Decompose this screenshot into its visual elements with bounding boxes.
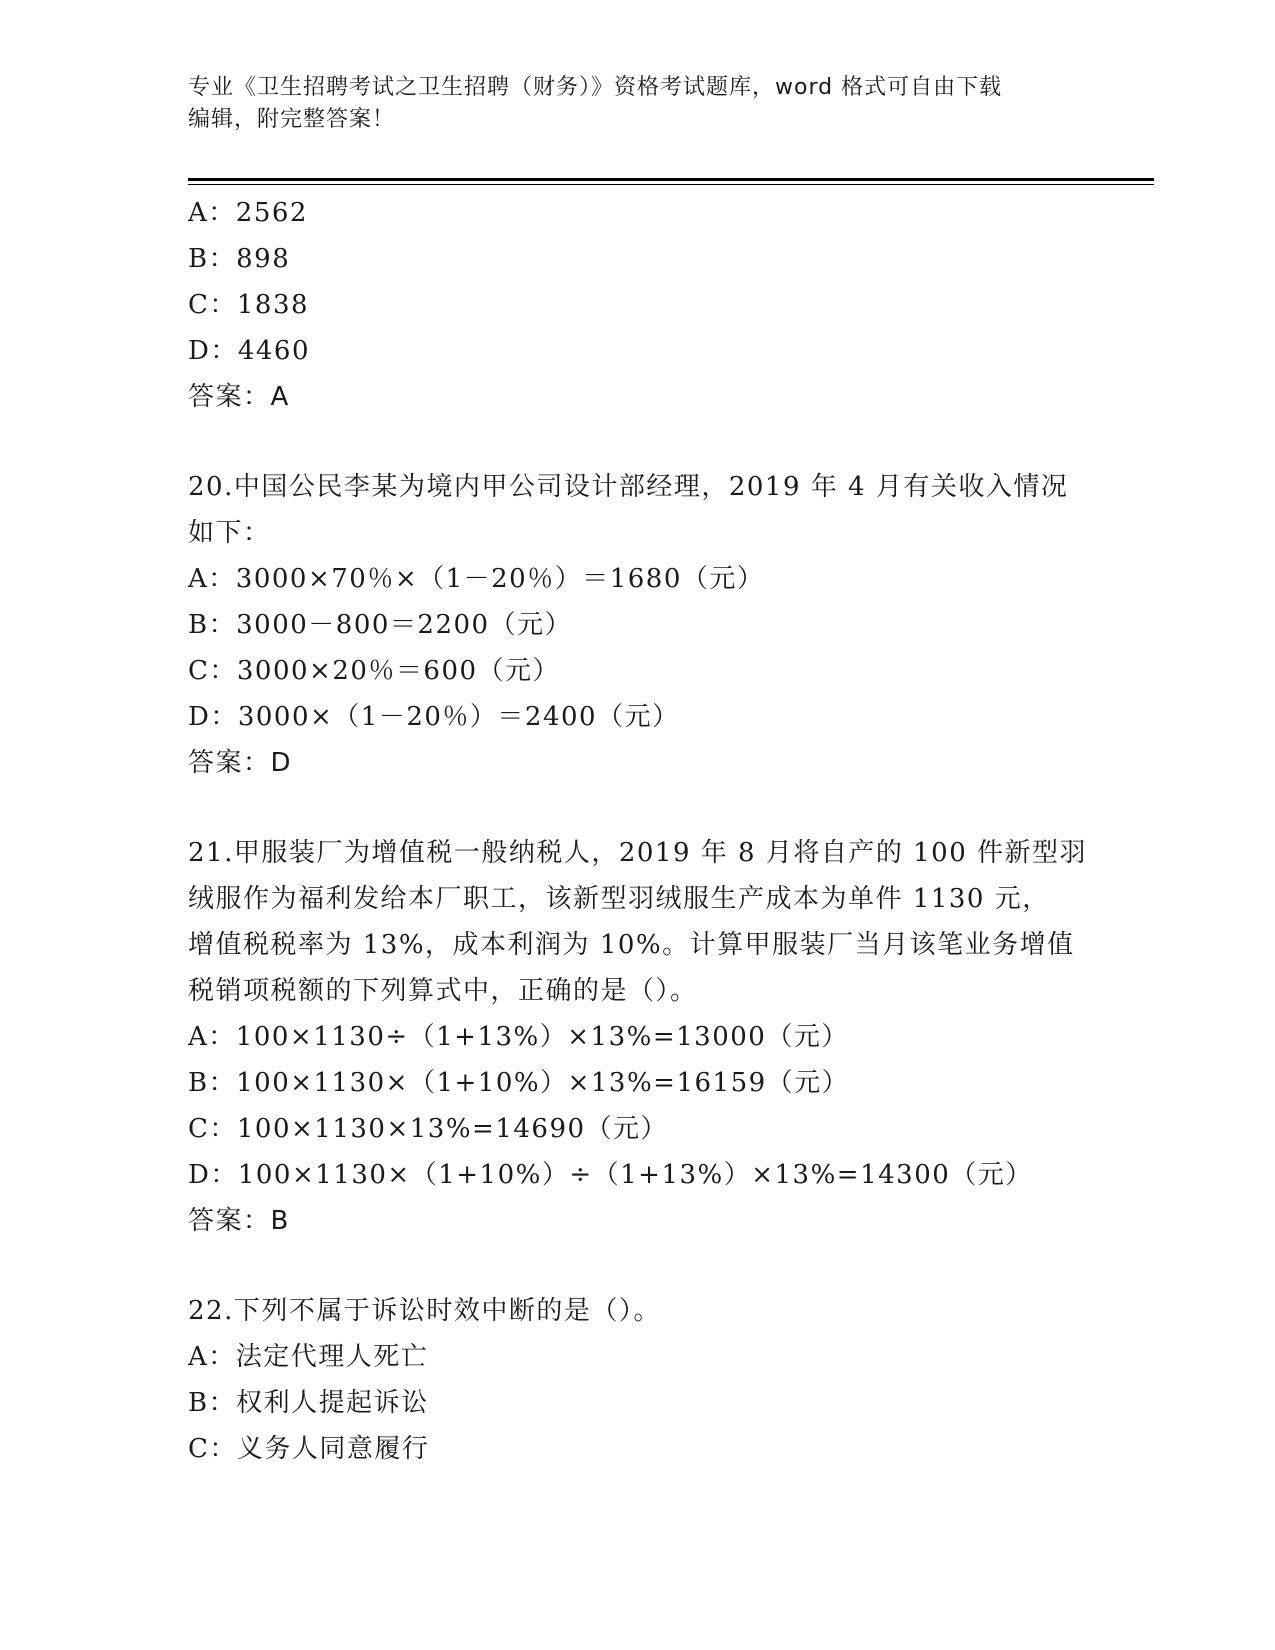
- question-21: [188, 830, 1088, 1244]
- q19-option-c: C：1838: [188, 290, 310, 320]
- q19-option-a: A：2562: [188, 198, 308, 228]
- q21-answer: 答案：B: [188, 1206, 290, 1236]
- header-divider-thick: [188, 178, 1154, 181]
- q20-option-c: C：3000×20％＝600（元）: [188, 656, 561, 686]
- question-22: [188, 1288, 1088, 1472]
- question-spacer: [188, 1244, 1088, 1288]
- q20-stem-line-2: 如下：: [188, 518, 271, 548]
- header-line-1: 专业《卫生招聘考试之卫生招聘（财务）》资格考试题库，word 格式可自由下载: [188, 75, 1003, 100]
- q21-option-b: B：100×1130×（1+10%）×13%=16159（元）: [188, 1068, 850, 1098]
- q22-option-c: C：义务人同意履行: [188, 1434, 430, 1464]
- question-spacer: [188, 420, 1088, 464]
- q21-option-c: C：100×1130×13%=14690（元）: [188, 1114, 669, 1144]
- q21-stem-line-2: 绒服作为福利发给本厂职工，该新型羽绒服生产成本为单件 1130 元，: [188, 884, 1050, 914]
- header-divider-thin: [188, 184, 1154, 185]
- q20-answer: 答案：D: [188, 748, 293, 778]
- question-spacer: [188, 786, 1088, 830]
- q21-option-a: A：100×1130÷（1+13%）×13%=13000（元）: [188, 1022, 849, 1052]
- q21-stem-line-1: 21.甲服装厂为增值税一般纳税人，2019 年 8 月将自产的 100 件新型羽: [188, 838, 1088, 868]
- q22-stem-line-1: 22.下列不属于诉讼时效中断的是（）。: [188, 1296, 661, 1326]
- question-19: [188, 190, 1088, 420]
- q19-option-b: B：898: [188, 244, 291, 274]
- q22-option-b: B：权利人提起诉讼: [188, 1388, 429, 1418]
- q19-option-d: D：4460: [188, 336, 311, 366]
- q21-stem-line-3: 增值税税率为 13%，成本利润为 10%。计算甲服装厂当月该笔业务增值: [188, 930, 1075, 960]
- question-20: [188, 464, 1088, 786]
- document-header: [188, 72, 1088, 136]
- q19-answer: 答案：A: [188, 382, 290, 412]
- q20-option-b: B：3000－800＝2200（元）: [188, 610, 573, 640]
- q21-option-d: D：100×1130×（1+10%）÷（1+13%）×13%=14300（元）: [188, 1160, 1033, 1190]
- q20-option-d: D：3000×（1－20％）＝2400（元）: [188, 702, 680, 732]
- question-content: [188, 190, 1088, 1472]
- q21-stem-line-4: 税销项税额的下列算式中，正确的是（）。: [188, 976, 698, 1006]
- q22-option-a: A：法定代理人死亡: [188, 1342, 429, 1372]
- q20-stem-line-1: 20.中国公民李某为境内甲公司设计部经理，2019 年 4 月有关收入情况: [188, 472, 1069, 502]
- q20-option-a: A：3000×70％×（1－20％）＝1680（元）: [188, 564, 765, 594]
- header-line-2: 编辑，附完整答案！: [188, 107, 396, 132]
